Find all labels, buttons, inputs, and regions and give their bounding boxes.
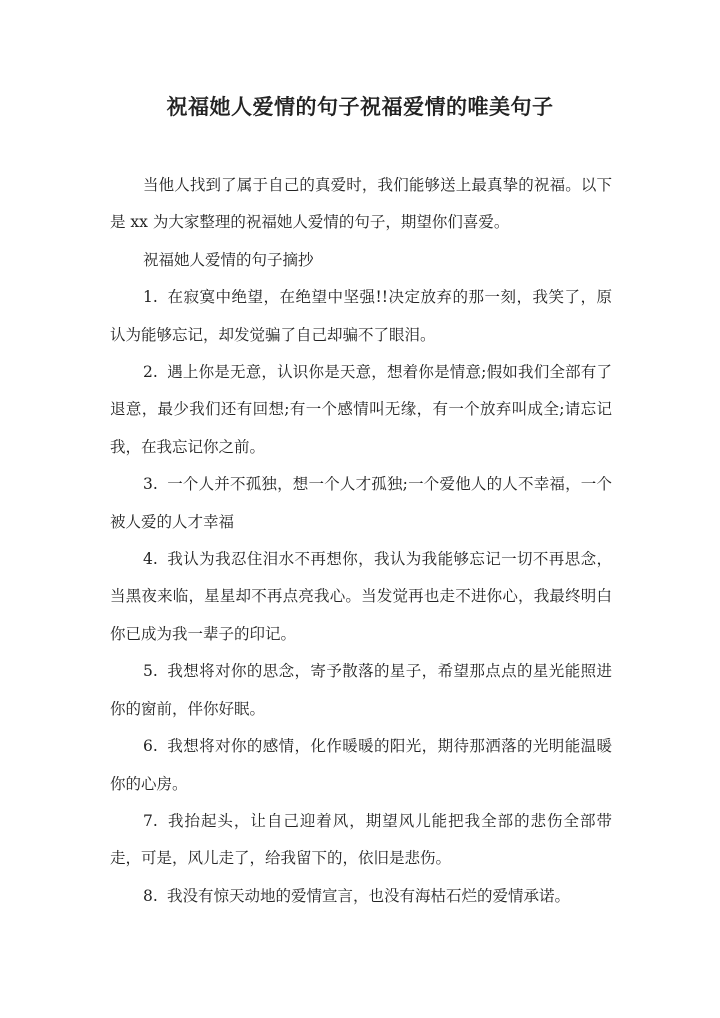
item-text: 我想将对你的感情，化作暖暖的阳光，期待那洒落的光明能温暖你的心房。 bbox=[110, 737, 612, 793]
item-number: 1. bbox=[143, 288, 158, 307]
item-text: 遇上你是无意，认识你是天意，想着你是情意;假如我们全部有了退意，最少我们还有回想;有一个感情叫无缘，有一个放弃叫成全;请忘记我，在我忘记你之前。 bbox=[110, 363, 612, 456]
list-item bbox=[110, 878, 612, 915]
section-heading: 祝福她人爱情的句子摘抄 bbox=[143, 250, 314, 269]
list-item bbox=[110, 279, 612, 354]
item-text: 我抬起头，让自己迎着风，期望风儿能把我全部的悲伤全部带走，可是，风儿走了，给我留下的，依旧是悲伤。 bbox=[110, 811, 612, 868]
item-number: 3. bbox=[143, 475, 158, 494]
item-number: 8. bbox=[143, 886, 158, 905]
item-number: 4. bbox=[143, 550, 158, 569]
list-item bbox=[110, 728, 612, 803]
item-text: 我认为我忍住泪水不再想你，我认为我能够忘记一切不再思念，当黑夜来临，星星却不再点亮我心。当发觉再也走不进你心，我最终明白你已成为我一辈子的印记。 bbox=[110, 550, 612, 643]
list-item bbox=[110, 803, 612, 878]
item-text: 我没有惊天动地的爱情宣言，也没有海枯石烂的爱情承诺。 bbox=[167, 886, 571, 905]
list-item bbox=[110, 541, 612, 653]
item-text: 在寂寞中绝望，在绝望中坚强!!决定放弃的那一刻，我笑了，原认为能够忘记，却发觉骗了自己却骗不了眼泪。 bbox=[110, 288, 612, 344]
item-number: 7. bbox=[143, 811, 158, 830]
list-item bbox=[110, 354, 612, 466]
document-title: 祝福她人爱情的句子祝福爱情的唯美句子 bbox=[166, 94, 554, 119]
item-text: 我想将对你的思念，寄予散落的星子，希望那点点的星光能照进你的窗前，伴你好眠。 bbox=[110, 662, 612, 718]
item-number: 2. bbox=[143, 363, 158, 382]
item-number: 6. bbox=[143, 737, 158, 756]
item-text: 一个人并不孤独，想一个人才孤独;一个爱他人的人不幸福，一个被人爱的人才幸福 bbox=[110, 475, 612, 531]
intro-paragraph: 当他人找到了属于自己的真爱时，我们能够送上最真挚的祝福。以下是 xx 为大家整理的祝福她人爱情的句子，期望你们喜爱。 bbox=[110, 176, 612, 232]
list-item bbox=[110, 653, 612, 728]
list-item bbox=[110, 466, 612, 541]
document-body bbox=[110, 167, 612, 915]
item-number: 5. bbox=[143, 662, 158, 681]
